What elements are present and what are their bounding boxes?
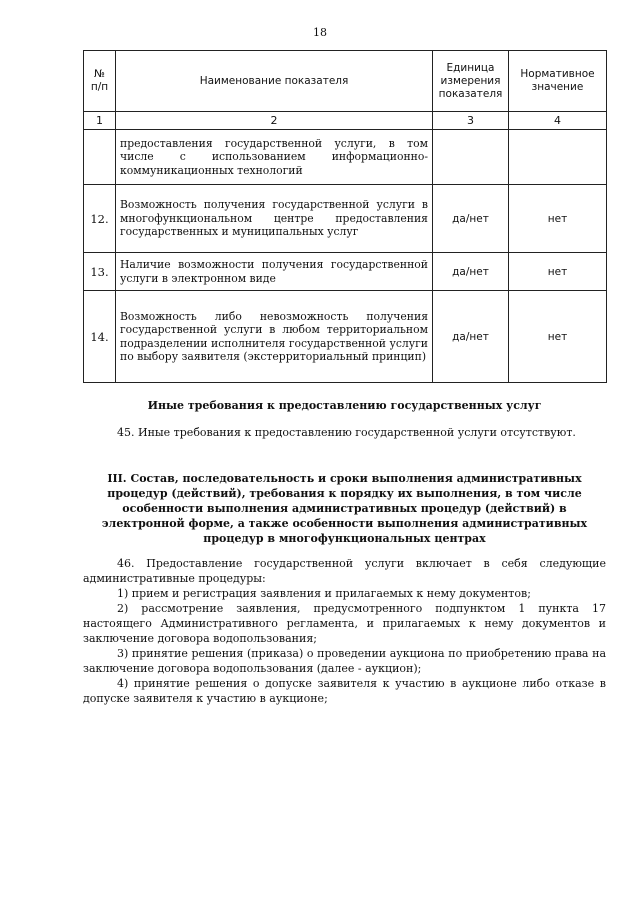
- paragraph-46: [83, 556, 606, 706]
- table-row: [84, 253, 607, 291]
- paragraph-46-intro: 46. Предоставление государственной услуги включает в себя следующие административные процедуры:: [83, 557, 606, 585]
- heading-other-requirements: Иные требования к предоставлению государственных услуг: [147, 399, 542, 412]
- column-index: 2: [116, 112, 433, 130]
- row-name: Возможность либо невозможность получения государственной услуги в любом территориальном подразделении исполнителя государственной услуги по выбору заявителя (экстерриториальный принцип): [116, 291, 433, 383]
- row-unit: да/нет: [433, 291, 509, 383]
- row-num: 13.: [84, 253, 116, 291]
- row-name: Возможность получения государственной услуги в многофункциональном центре предоставления государственных и муниципальных услуг: [116, 185, 433, 253]
- list-item: 2) рассмотрение заявления, предусмотренного подпунктом 1 пункта 17 настоящего Административного регламента, и прилагаемых к нему документов и заключение договора водопользования;: [83, 602, 606, 645]
- table-row: [84, 185, 607, 253]
- table-row: [84, 291, 607, 383]
- list-item: 3) принятие решения (приказа) о проведении аукциона по приобретению права на заключение договора водопользования (далее - аукцион);: [83, 647, 606, 675]
- list-item: 4) принятие решения о допуске заявителя к участию в аукционе либо отказе в допуске заявителя к участию в аукционе;: [83, 677, 606, 705]
- table-row: [84, 130, 607, 185]
- header-norm: Нормативное значение: [509, 51, 607, 112]
- row-norm: нет: [509, 253, 607, 291]
- column-index: 4: [509, 112, 607, 130]
- heading-section-3: III. Состав, последовательность и сроки выполнения административных процедур (действий), требования к порядку их выполнения, в том числе особенности выполнения административных процедур (действий) в электронной форме, а также особенности выполнения административных процедур в многофункциональных центрах: [101, 472, 588, 545]
- column-index-row: [84, 112, 607, 130]
- row-num: [84, 130, 116, 185]
- paragraph-45-text: 45. Иные требования к предоставлению государственной услуги отсутствуют.: [117, 426, 576, 439]
- column-index: 3: [433, 112, 509, 130]
- page-number: 18: [313, 26, 327, 39]
- header-num: № п/п: [84, 51, 116, 112]
- row-name: Наличие возможности получения государственной услуги в электронном виде: [116, 253, 433, 291]
- indicators-table: [83, 50, 607, 383]
- column-index: 1: [84, 112, 116, 130]
- row-norm: нет: [509, 185, 607, 253]
- row-name: предоставления государственной услуги, в том числе с использованием информационно-коммуникационных технологий: [116, 130, 433, 185]
- row-norm: нет: [509, 291, 607, 383]
- header-unit: Единица измерения показателя: [433, 51, 509, 112]
- list-item: 1) прием и регистрация заявления и прилагаемых к нему документов;: [117, 587, 531, 600]
- header-name: Наименование показателя: [116, 51, 433, 112]
- row-num: 14.: [84, 291, 116, 383]
- row-unit: да/нет: [433, 185, 509, 253]
- row-norm: [509, 130, 607, 185]
- table-header-row: [84, 51, 607, 112]
- paragraph-45: [83, 425, 606, 440]
- row-unit: [433, 130, 509, 185]
- row-num: 12.: [84, 185, 116, 253]
- row-unit: да/нет: [433, 253, 509, 291]
